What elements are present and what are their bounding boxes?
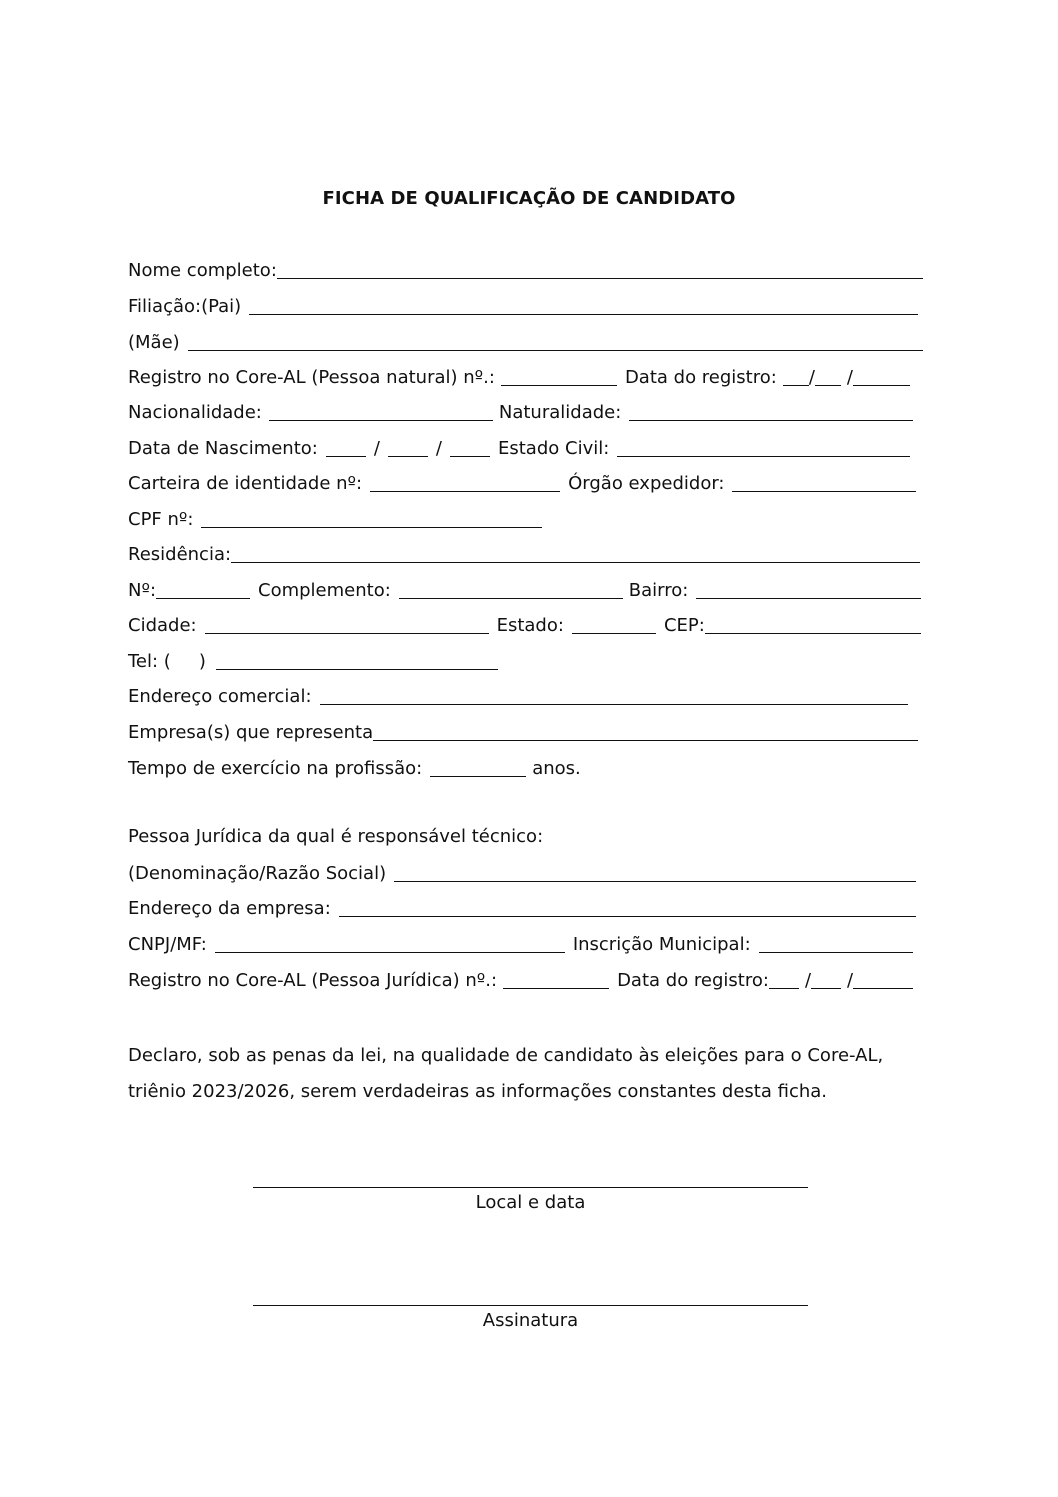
label-empresas: Empresa(s) que representa bbox=[128, 722, 374, 743]
row-residencia bbox=[128, 538, 920, 566]
field-cpf[interactable] bbox=[201, 507, 542, 528]
field-filiacao-mae[interactable] bbox=[188, 330, 923, 351]
field-endereco-empresa[interactable] bbox=[339, 896, 916, 917]
label-filiacao-pai: Filiação:(Pai) bbox=[128, 296, 242, 317]
slash: / bbox=[847, 970, 854, 991]
field-data-registro-mes[interactable] bbox=[815, 365, 841, 386]
field-numero[interactable] bbox=[156, 578, 250, 599]
label-data-registro-pf: Data do registro: bbox=[624, 367, 777, 388]
label-cidade: Cidade: bbox=[128, 615, 197, 636]
field-estado-civil[interactable] bbox=[617, 436, 910, 457]
row-mae bbox=[128, 326, 923, 354]
label-tel-close: ) bbox=[198, 651, 206, 672]
field-registro-pj[interactable] bbox=[503, 968, 609, 989]
field-endereco-comercial[interactable] bbox=[320, 684, 908, 705]
slash: / bbox=[435, 438, 442, 459]
declaration-text: Declaro, sob as penas da lei, na qualidade de candidato às eleições para o Core-AL, triênio 2023/2026, serem verdadeiras as informações constantes desta ficha. bbox=[128, 1045, 884, 1102]
label-nacionalidade: Nacionalidade: bbox=[128, 402, 262, 423]
local-data-label: Local e data bbox=[475, 1192, 586, 1213]
field-tel[interactable] bbox=[216, 649, 498, 670]
field-empresas[interactable] bbox=[373, 720, 918, 741]
field-nascimento-dia[interactable] bbox=[326, 436, 366, 457]
row-nascimento bbox=[128, 432, 910, 460]
field-filiacao-pai[interactable] bbox=[249, 294, 918, 315]
row-denominacao bbox=[128, 857, 916, 885]
label-nome-completo: Nome completo: bbox=[128, 260, 277, 281]
field-tempo-exercicio[interactable] bbox=[430, 756, 526, 777]
field-residencia[interactable] bbox=[231, 542, 920, 563]
row-identidade bbox=[128, 467, 916, 495]
field-registro-pf[interactable] bbox=[501, 365, 617, 386]
field-cidade[interactable] bbox=[205, 613, 489, 634]
field-nacionalidade[interactable] bbox=[269, 400, 493, 421]
label-naturalidade: Naturalidade: bbox=[498, 402, 622, 423]
row-endereco-empresa bbox=[128, 892, 916, 920]
label-tempo-exercicio: Tempo de exercício na profissão: bbox=[128, 758, 423, 779]
label-registro-pf: Registro no Core-AL (Pessoa natural) nº.: bbox=[128, 367, 495, 388]
row-nacionalidade bbox=[128, 396, 913, 424]
label-numero: Nº: bbox=[128, 580, 157, 601]
label-complemento: Complemento: bbox=[258, 580, 391, 601]
label-data-nascimento: Data de Nascimento: bbox=[128, 438, 318, 459]
field-naturalidade[interactable] bbox=[629, 400, 913, 421]
field-data-registro-dia[interactable] bbox=[783, 365, 809, 386]
row-registro-pf bbox=[128, 361, 910, 389]
label-registro-pj: Registro no Core-AL (Pessoa Jurídica) nº.: bbox=[128, 970, 498, 991]
label-residencia: Residência: bbox=[128, 544, 232, 565]
row-cpf bbox=[128, 503, 542, 531]
row-nome bbox=[128, 254, 923, 282]
label-estado: Estado: bbox=[496, 615, 564, 636]
field-complemento[interactable] bbox=[399, 578, 623, 599]
row-registro-pj bbox=[128, 964, 913, 992]
field-estado[interactable] bbox=[572, 613, 656, 634]
field-bairro[interactable] bbox=[696, 578, 921, 599]
field-cep[interactable] bbox=[705, 613, 921, 634]
row-cnpj bbox=[128, 928, 913, 956]
field-nascimento-ano[interactable] bbox=[450, 436, 490, 457]
row-tempo-exercicio bbox=[128, 752, 628, 780]
slash: / bbox=[808, 367, 815, 388]
label-filiacao-mae: (Mãe) bbox=[128, 332, 180, 353]
field-data-registro-pj-dia[interactable] bbox=[769, 968, 799, 989]
slash: / bbox=[804, 970, 812, 991]
label-orgao-expedidor: Órgão expedidor: bbox=[568, 473, 725, 494]
label-bairro: Bairro: bbox=[628, 580, 689, 601]
slash: / bbox=[846, 367, 853, 388]
assinatura-label: Assinatura bbox=[482, 1310, 579, 1331]
label-cnpj: CNPJ/MF: bbox=[128, 934, 207, 955]
field-denominacao[interactable] bbox=[394, 861, 916, 882]
label-cep: CEP: bbox=[663, 615, 705, 636]
row-endereco-comercial bbox=[128, 680, 908, 708]
label-data-registro-pj: Data do registro: bbox=[617, 970, 769, 991]
field-data-registro-ano[interactable] bbox=[853, 365, 910, 386]
company-heading: Pessoa Jurídica da qual é responsável técnico: bbox=[128, 826, 544, 847]
row-cidade bbox=[128, 609, 921, 637]
label-estado-civil: Estado Civil: bbox=[498, 438, 610, 459]
slash: / bbox=[373, 438, 380, 459]
field-data-registro-pj-mes[interactable] bbox=[811, 968, 841, 989]
field-cnpj[interactable] bbox=[215, 932, 565, 953]
row-pai bbox=[128, 290, 918, 318]
label-denominacao: (Denominação/Razão Social) bbox=[128, 863, 387, 884]
label-inscricao-municipal: Inscrição Municipal: bbox=[572, 934, 751, 955]
label-endereco-empresa: Endereço da empresa: bbox=[128, 898, 331, 919]
label-anos: anos. bbox=[532, 758, 581, 779]
label-tel: Tel: ( bbox=[128, 651, 171, 672]
label-carteira-identidade: Carteira de identidade nº: bbox=[128, 473, 363, 494]
field-nascimento-mes[interactable] bbox=[388, 436, 428, 457]
label-endereco-comercial: Endereço comercial: bbox=[128, 686, 312, 707]
field-orgao-expedidor[interactable] bbox=[732, 471, 916, 492]
assinatura-line[interactable] bbox=[253, 1305, 808, 1306]
row-empresas bbox=[128, 716, 918, 744]
local-data-line[interactable] bbox=[253, 1187, 808, 1188]
field-data-registro-pj-ano[interactable] bbox=[853, 968, 913, 989]
label-cpf: CPF nº: bbox=[128, 509, 194, 530]
field-inscricao-municipal[interactable] bbox=[759, 932, 913, 953]
field-carteira-identidade[interactable] bbox=[370, 471, 560, 492]
page-title: FICHA DE QUALIFICAÇÃO DE CANDIDATO bbox=[322, 188, 736, 209]
row-numero bbox=[128, 574, 921, 602]
row-tel bbox=[128, 645, 498, 673]
field-nome-completo[interactable] bbox=[277, 258, 923, 279]
